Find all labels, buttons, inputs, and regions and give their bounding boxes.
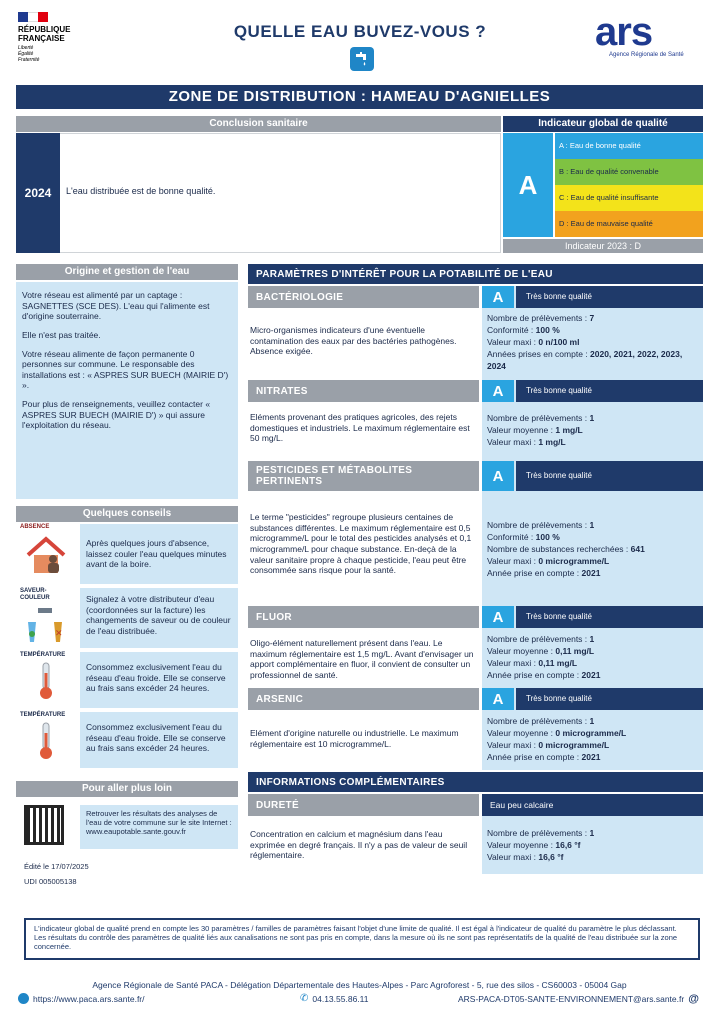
level-b: B : Eau de qualité convenable bbox=[555, 159, 703, 185]
stat-value: 1 mg/L bbox=[555, 425, 583, 435]
stat-label: Conformité : bbox=[487, 325, 536, 335]
indicator-grade: A bbox=[503, 133, 553, 237]
thermometer-icon bbox=[16, 721, 76, 761]
page-title: QUELLE EAU BUVEZ-VOUS ? bbox=[233, 22, 487, 41]
param-stats-nitrates bbox=[487, 412, 699, 448]
stat-label: Nombre de prélèvements : bbox=[487, 313, 590, 323]
conseil-temperature-1 bbox=[16, 652, 238, 708]
devise-liberte: Liberté bbox=[18, 45, 34, 51]
param-stats-pesticides bbox=[487, 519, 699, 579]
stat-label: Année prise en compte : bbox=[487, 568, 582, 578]
param-stats-arsenic bbox=[487, 715, 699, 763]
stat-value: 1 bbox=[589, 828, 595, 838]
edited-date: Édité le 17/07/2025 bbox=[24, 862, 89, 871]
stat-label: Valeur maxi : bbox=[487, 852, 539, 862]
stat-value: 16,6 °f bbox=[555, 840, 581, 850]
ars-subtitle: Agence Régionale de Santé bbox=[609, 52, 684, 58]
at-icon: @ bbox=[688, 993, 699, 1005]
stat-label: Nombre de substances recherchées : bbox=[487, 544, 631, 554]
republique-logo bbox=[18, 12, 88, 72]
stat-value: 100 % bbox=[535, 532, 560, 542]
phone-number: 04.13.55.86.11 bbox=[312, 993, 369, 1004]
conclusion-text: L'eau distribuée est de bonne qualité. bbox=[66, 186, 216, 196]
house-icon bbox=[16, 535, 76, 575]
glasses-icon bbox=[16, 606, 76, 646]
conseil-absence bbox=[16, 524, 238, 584]
param-stats-bacteriologie bbox=[487, 312, 699, 372]
conseil-text-temperature-2: Consommez exclusivement l'eau du réseau d'eau froide. Elle se conserve au frais sans excéder 24 heures. bbox=[80, 712, 238, 768]
ars-logo bbox=[595, 10, 705, 64]
param-quality-nitrates: Très bonne qualité bbox=[516, 380, 703, 402]
stat-value: 7 bbox=[589, 313, 595, 323]
param-grade-arsenic: A bbox=[482, 688, 514, 710]
conseil-text-saveur: Signalez à votre distributeur d'eau (coordonnées sur la facture) les changements de saveur ou de couleur de l'eau distribuée. bbox=[80, 588, 238, 648]
stat-value: 0 n/100 ml bbox=[538, 337, 580, 347]
phone-icon: ✆ bbox=[300, 993, 309, 1004]
conseil-tag-temperature-1: TEMPÉRATURE bbox=[20, 652, 66, 658]
info-desc-durete: Concentration en calcium et magnésium dans l'eau exprimée en degré français. Il n'y a pas de valeur de seuil réglementaire. bbox=[250, 829, 468, 861]
stat-label: Années prises en compte : bbox=[487, 349, 591, 359]
info-name-durete: DURETÉ bbox=[248, 794, 479, 816]
stat-label: Nombre de prélèvements : bbox=[487, 716, 590, 726]
stat-value: 1 bbox=[589, 716, 595, 726]
footnote: L'indicateur global de qualité prend en compte les 30 paramètres / familles de paramètres faisant l'objet d'une limite de qualité. Il est égal à l'indicateur de qualité du paramètre le plus déclassant. Les résultats du contrôle des paramètres de qualité liés aux canalisations ne sont pas pris en compte, dans la mesure où ils ne sont pas représentatifs de la qualité de l'eau distribuée sur la zone concernée. bbox=[24, 918, 700, 960]
stat-label: Conformité : bbox=[487, 532, 536, 542]
conseils-heading: Quelques conseils bbox=[16, 506, 238, 522]
stat-label: Valeur maxi : bbox=[487, 437, 539, 447]
indicator-previous: Indicateur 2023 : D bbox=[503, 239, 703, 253]
conseil-tag-temperature-2: TEMPÉRATURE bbox=[20, 712, 66, 718]
conseil-saveur bbox=[16, 588, 238, 648]
zone-title: ZONE DE DISTRIBUTION : HAMEAU D'AGNIELLES bbox=[16, 85, 703, 109]
ars-logo-text: ars bbox=[595, 10, 653, 54]
stat-value: 1 bbox=[589, 634, 595, 644]
stat-label: Valeur moyenne : bbox=[487, 728, 556, 738]
origin-p3: Votre réseau alimente de façon permanente 0 personnes sur commune. Le responsable des installations est : « ASPRES SUR BUECH (MAIRIE D') ». bbox=[22, 348, 229, 391]
param-quality-bacteriologie: Très bonne qualité bbox=[516, 286, 703, 308]
indicator-levels bbox=[555, 133, 703, 237]
stat-value: 2021 bbox=[581, 752, 601, 762]
stat-label: Valeur maxi : bbox=[487, 740, 539, 750]
origin-p2: Elle n'est pas traitée. bbox=[22, 329, 101, 340]
param-desc-arsenic: Elément d'origine naturelle ou industrielle. Le maximum réglementaire est 10 microgramme/L. bbox=[250, 728, 459, 749]
devise-fraternite: Fraternité bbox=[18, 57, 40, 63]
stat-value: 16,6 °f bbox=[538, 852, 564, 862]
stat-label: Nombre de prélèvements : bbox=[487, 413, 590, 423]
footer-website[interactable] bbox=[18, 993, 145, 1004]
globe-icon bbox=[18, 993, 29, 1004]
param-grade-bacteriologie: A bbox=[482, 286, 514, 308]
param-grade-nitrates: A bbox=[482, 380, 514, 402]
republique-line2: FRANÇAISE bbox=[18, 34, 65, 43]
origin-p4: Pour plus de renseignements, veuillez contacter « ASPRES SUR BUECH (MAIRIE D') » qui assure l'exploitation du réseau. bbox=[22, 399, 211, 431]
footer-address: Agence Régionale de Santé PACA - Délégation Départementale des Hautes-Alpes - Parc Agroforest - 5, rue des silos - CS60003 - 05004 Gap bbox=[92, 980, 627, 990]
svg-text:✕: ✕ bbox=[55, 629, 63, 640]
stat-label: Valeur moyenne : bbox=[487, 646, 556, 656]
republique-line1: RÉPUBLIQUE bbox=[18, 25, 71, 34]
water-tap-icon bbox=[350, 47, 374, 71]
udi-code: UDI 005005138 bbox=[24, 877, 77, 886]
param-desc-bacteriologie: Micro-organismes indicateurs d'une éventuelle contamination des eaux par des bactéries pathogènes. Absence exigée. bbox=[250, 325, 457, 357]
level-a: A : Eau de bonne qualité bbox=[555, 133, 703, 159]
stat-label: Année prise en compte : bbox=[487, 670, 582, 680]
footer-email[interactable] bbox=[458, 993, 699, 1005]
stat-value: 0 microgramme/L bbox=[538, 740, 610, 750]
plus-loin-heading: Pour aller plus loin bbox=[16, 781, 238, 797]
param-grade-fluor: A bbox=[482, 606, 514, 628]
level-c: C : Eau de qualité insuffisante bbox=[555, 185, 703, 211]
stat-value: 1 mg/L bbox=[538, 437, 566, 447]
email-link[interactable]: ARS-PACA-DT05-SANTE-ENVIRONNEMENT@ars.sante.fr bbox=[458, 994, 685, 1004]
params-heading: PARAMÈTRES D'INTÉRÊT POUR LA POTABILITÉ DE L'EAU bbox=[248, 264, 703, 284]
param-desc-fluor: Oligo-élément naturellement présent dans l'eau. Le maximum réglementaire est 1,5 mg/L. Avant d'envisager un apport complémentaire en fluor, il convient de consulter un professionnel de santé. bbox=[250, 638, 474, 680]
param-quality-fluor: Très bonne qualité bbox=[516, 606, 703, 628]
stat-label: Année prise en compte : bbox=[487, 752, 582, 762]
stat-value: 2020, 2021, 2022, 2023, 2024 bbox=[487, 349, 683, 371]
stat-label: Nombre de prélèvements : bbox=[487, 828, 590, 838]
conseil-tag-absence: ABSENCE bbox=[20, 524, 50, 530]
plus-loin-text: Retrouver les résultats des analyses de l'eau de votre commune sur le site Internet : www.eaupotable.sante.gouv.fr bbox=[80, 805, 238, 849]
stat-label: Nombre de prélèvements : bbox=[487, 634, 590, 644]
stat-value: 2021 bbox=[581, 670, 601, 680]
conseil-text-temperature-1: Consommez exclusivement l'eau du réseau d'eau froide. Elle se conserve au frais sans excéder 24 heures. bbox=[80, 652, 238, 708]
qr-code bbox=[24, 805, 64, 845]
stat-label: Valeur moyenne : bbox=[487, 425, 556, 435]
origin-p1: Votre réseau est alimenté par un captage : SAGNETTES (SCE DES). L'eau qui l'alimente est d'origine souterraine. bbox=[22, 290, 210, 322]
stat-value: 0 microgramme/L bbox=[555, 728, 627, 738]
origin-box bbox=[16, 282, 238, 499]
stat-value: 641 bbox=[630, 544, 645, 554]
stat-label: Valeur maxi : bbox=[487, 658, 539, 668]
stat-value: 1 bbox=[589, 413, 595, 423]
param-quality-pesticides: Très bonne qualité bbox=[516, 461, 703, 491]
devise-egalite: Égalité bbox=[18, 51, 34, 57]
param-stats-fluor bbox=[487, 633, 699, 681]
info-stats-durete bbox=[487, 827, 699, 863]
param-grade-pesticides: A bbox=[482, 461, 514, 491]
website-link[interactable]: https://www.paca.ars.sante.fr/ bbox=[33, 993, 145, 1004]
stat-value: 2021 bbox=[581, 568, 601, 578]
param-quality-arsenic: Très bonne qualité bbox=[516, 688, 703, 710]
stat-label: Nombre de prélèvements : bbox=[487, 520, 590, 530]
param-name-arsenic: ARSENIC bbox=[248, 688, 479, 710]
stat-value: 100 % bbox=[535, 325, 560, 335]
info-heading: INFORMATIONS COMPLÉMENTAIRES bbox=[248, 772, 703, 792]
conclusion-box-border bbox=[60, 133, 501, 253]
stat-value: 0 microgramme/L bbox=[538, 556, 610, 566]
origin-heading: Origine et gestion de l'eau bbox=[16, 264, 238, 280]
conclusion-year: 2024 bbox=[16, 133, 60, 253]
info-quality-durete: Eau peu calcaire bbox=[482, 794, 703, 816]
param-desc-nitrates: Eléments provenant des pratiques agricoles, des rejets domestiques et industriels. Le maximum réglementaire est 50 mg/L. bbox=[250, 412, 470, 444]
param-name-bacteriologie: BACTÉRIOLOGIE bbox=[248, 286, 479, 308]
stat-value: 0,11 mg/L bbox=[538, 658, 578, 668]
stat-label: Valeur moyenne : bbox=[487, 840, 556, 850]
conseil-text-absence: Après quelques jours d'absence, laissez couler l'eau quelques minutes avant de la boire. bbox=[80, 524, 238, 584]
param-name-nitrates: NITRATES bbox=[248, 380, 479, 402]
stat-label: Valeur maxi : bbox=[487, 337, 539, 347]
stat-label: Valeur maxi : bbox=[487, 556, 539, 566]
footer-phone bbox=[300, 993, 368, 1004]
param-name-pesticides: PESTICIDES ET MÉTABOLITES PERTINENTS bbox=[248, 461, 479, 491]
level-d: D : Eau de mauvaise qualité bbox=[555, 211, 703, 237]
param-name-fluor: FLUOR bbox=[248, 606, 479, 628]
indicator-heading: Indicateur global de qualité bbox=[503, 116, 703, 132]
thermometer-icon bbox=[16, 661, 76, 701]
conseil-temperature-2 bbox=[16, 712, 238, 768]
param-desc-pesticides: Le terme "pesticides" regroupe plusieurs centaines de substances différentes. Le maximum réglementaire est 0,5 microgramme/L pour le total des pesticides analysés et 0,1 microgramme/L pour chaque substance. En-deçà de la valeur sanitaire propre à chaque pesticide, l'eau peut être consommée sans risque pour la santé. bbox=[250, 512, 472, 576]
conclusion-heading: Conclusion sanitaire bbox=[16, 116, 501, 132]
stat-value: 0,11 mg/L bbox=[555, 646, 595, 656]
stat-value: 1 bbox=[589, 520, 595, 530]
conseil-tag-saveur: SAVEUR-COULEUR bbox=[20, 588, 50, 602]
